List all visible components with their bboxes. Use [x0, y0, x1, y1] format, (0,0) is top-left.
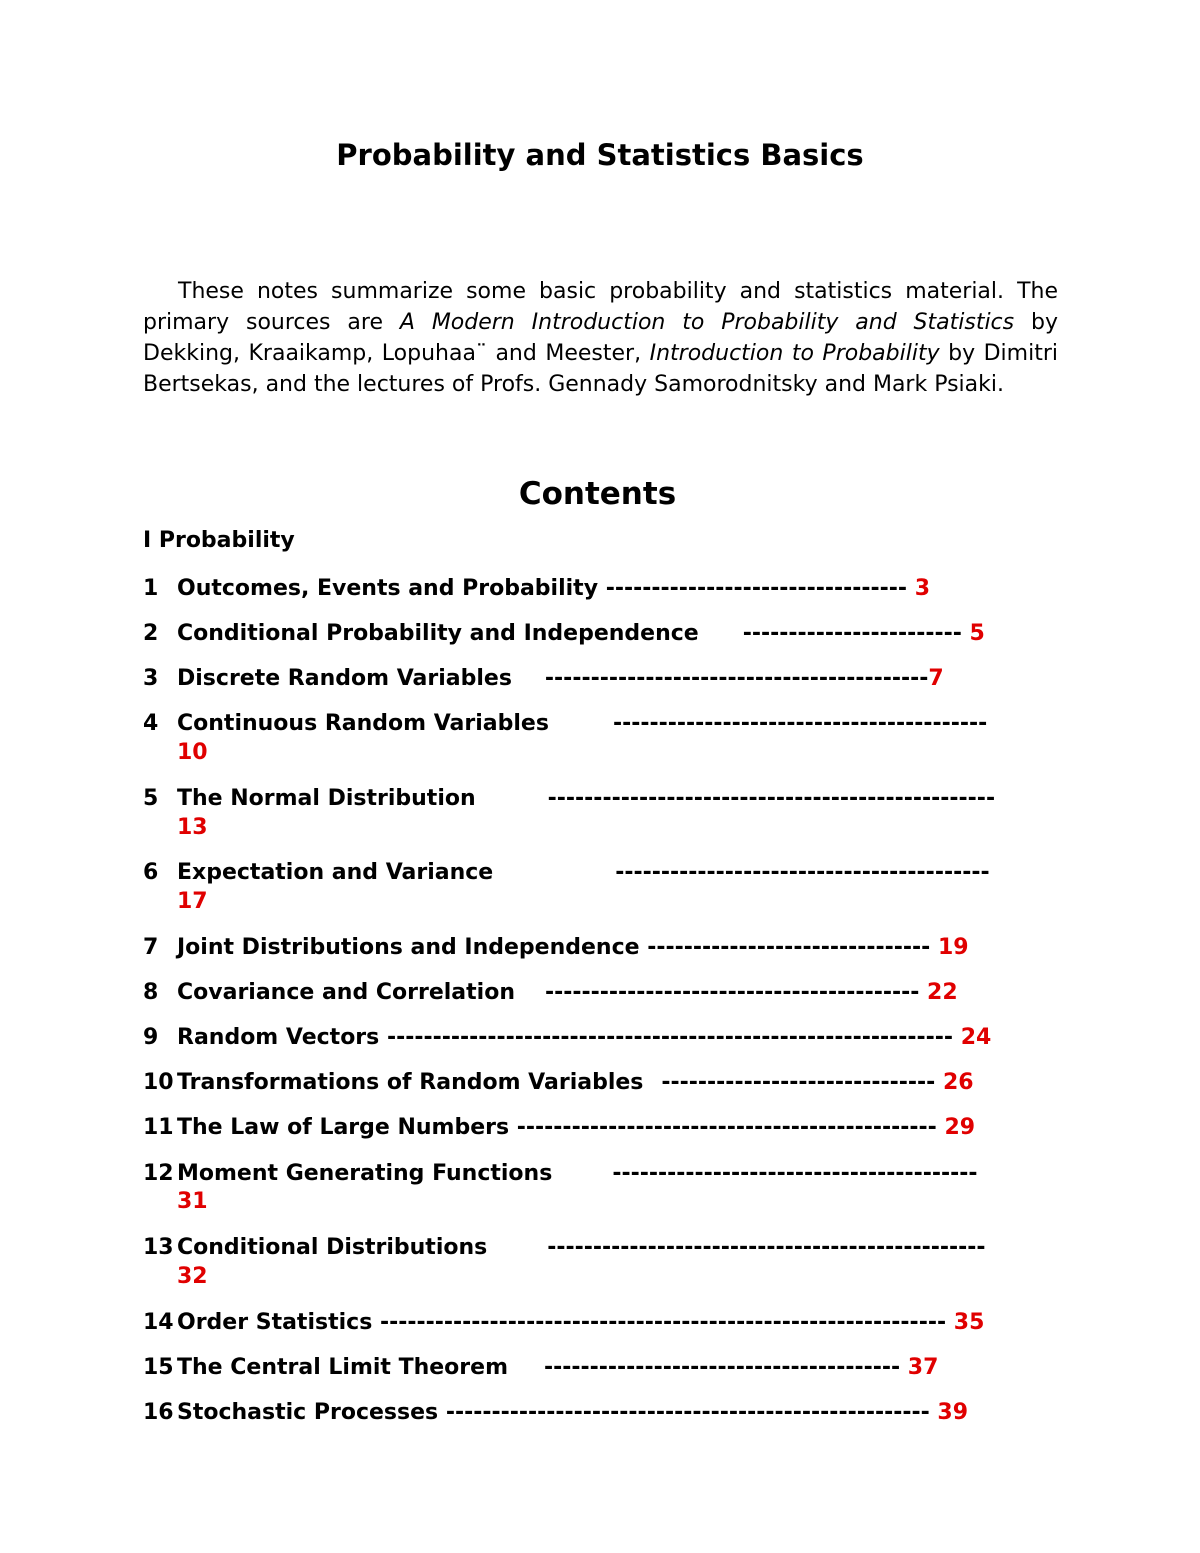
- toc-page-number: 37: [907, 1355, 939, 1380]
- toc-entry[interactable]: [143, 1233, 986, 1262]
- toc-leader: -----------------------------------------: [615, 860, 990, 885]
- toc-page-number: 24: [960, 1025, 992, 1050]
- toc-number: 16: [143, 1400, 174, 1425]
- toc-number: 1: [143, 576, 159, 601]
- toc-page-number: 5: [969, 621, 985, 646]
- toc-entry[interactable]: [143, 1023, 991, 1052]
- toc-leader: ------------------------------------------------: [547, 1235, 986, 1260]
- toc-title: Continuous Random Variables: [177, 711, 549, 736]
- toc-title: Transformations of Random Variables: [177, 1070, 644, 1095]
- book-title-1: A Modern Introduction to Probability and Statistics: [399, 310, 1015, 335]
- toc-leader: ------------------------------: [661, 1070, 936, 1095]
- toc-leader: ------------------------: [742, 621, 962, 646]
- toc-leader: ----------------------------------------: [612, 1161, 978, 1186]
- toc-number: 11: [143, 1115, 174, 1140]
- toc-leader: ----------------------------------------------: [516, 1115, 937, 1140]
- toc-number: 5: [143, 786, 159, 811]
- toc-title: Random Vectors: [177, 1025, 380, 1050]
- toc-entry[interactable]: [143, 664, 944, 693]
- toc-number: 14: [143, 1310, 174, 1335]
- toc-number: 4: [143, 711, 159, 736]
- toc-leader: -------------------------------------------------: [547, 786, 996, 811]
- toc-number: 9: [143, 1025, 159, 1050]
- toc-entry[interactable]: [143, 574, 930, 603]
- toc-number: 8: [143, 980, 159, 1005]
- toc-title: Conditional Distributions: [177, 1235, 488, 1260]
- part-heading: I Probability: [143, 528, 295, 553]
- toc-number: 6: [143, 860, 159, 885]
- toc-entry[interactable]: [143, 709, 987, 738]
- toc-title: Outcomes, Events and Probability: [177, 576, 599, 601]
- abstract-text-1: These notes summarize some basic probability and statistics material. The primary sources are: [143, 279, 1058, 335]
- toc-leader: -----------------------------------------: [544, 980, 920, 1005]
- toc-leader: --------------------------------------------------------------: [379, 1310, 947, 1335]
- toc-page-number: 31: [177, 1189, 208, 1214]
- toc-number: 2: [143, 621, 159, 646]
- toc-title: Moment Generating Functions: [177, 1161, 553, 1186]
- toc-number: 7: [143, 935, 159, 960]
- toc-page-number: 17: [177, 889, 208, 914]
- toc-leader: -------------------------------: [647, 935, 931, 960]
- abstract-paragraph: [143, 276, 1058, 400]
- toc-entry[interactable]: [143, 784, 995, 813]
- toc-title: The Normal Distribution: [177, 786, 476, 811]
- toc-leader: -----------------------------------------------------: [445, 1400, 930, 1425]
- toc-title: Expectation and Variance: [177, 860, 494, 885]
- toc-page-number: 13: [177, 815, 208, 840]
- toc-title: Discrete Random Variables: [177, 666, 512, 691]
- toc-title: Order Statistics: [177, 1310, 373, 1335]
- toc-number: 12: [143, 1161, 174, 1186]
- toc-title: Covariance and Correlation: [177, 980, 515, 1005]
- toc-title: The Central Limit Theorem: [177, 1355, 508, 1380]
- toc-entry[interactable]: [143, 978, 958, 1007]
- toc-number: 10: [143, 1070, 174, 1095]
- toc-page-number: 22: [927, 980, 958, 1005]
- toc-entry[interactable]: [143, 1159, 978, 1188]
- toc-entry[interactable]: [143, 1353, 938, 1382]
- toc-leader: -----------------------------------------: [612, 711, 988, 736]
- toc-page-number: 7: [928, 666, 944, 691]
- toc-entry[interactable]: [143, 858, 990, 887]
- toc-number: 15: [143, 1355, 174, 1380]
- toc-entry[interactable]: [143, 1398, 968, 1427]
- book-title-2: Introduction to Probability: [649, 341, 940, 366]
- toc-page-number: 10: [177, 740, 208, 765]
- toc-leader: --------------------------------------------------------------: [386, 1025, 954, 1050]
- toc-title: Stochastic Processes: [177, 1400, 439, 1425]
- toc-entry[interactable]: [143, 933, 969, 962]
- toc-page-number: 39: [937, 1400, 969, 1425]
- toc-leader: ---------------------------------: [605, 576, 908, 601]
- toc-entry[interactable]: [143, 619, 985, 648]
- toc-number: 3: [143, 666, 159, 691]
- document-title: Probability and Statistics Basics: [336, 138, 864, 172]
- contents-heading: Contents: [518, 476, 677, 512]
- toc-page-number: 3: [914, 576, 931, 601]
- toc-entry[interactable]: [143, 1113, 975, 1142]
- toc-title: Joint Distributions and Independence: [177, 935, 640, 960]
- toc-leader: ------------------------------------------: [544, 666, 929, 691]
- toc-leader: ---------------------------------------: [544, 1355, 901, 1380]
- toc-entry[interactable]: [143, 1068, 974, 1097]
- toc-number: 13: [143, 1235, 174, 1260]
- toc-page-number: 35: [953, 1310, 985, 1335]
- toc-title: The Law of Large Numbers: [177, 1115, 510, 1140]
- abstract-text-3: by Dimitri Bertsekas, and the lectures of Profs. Gennady Samorodnitsky and Mark Psiaki.: [143, 341, 1058, 397]
- toc-title: Conditional Probability and Independence: [177, 621, 699, 646]
- toc-page-number: 26: [943, 1070, 974, 1095]
- toc-page-number: 19: [937, 935, 969, 960]
- toc-page-number: 29: [944, 1115, 976, 1140]
- toc-page-number: 32: [177, 1264, 208, 1289]
- abstract-text-2: by Dekking, Kraaikamp, Lopuhaa¨ and Meester,: [143, 310, 1058, 366]
- toc-entry[interactable]: [143, 1308, 984, 1337]
